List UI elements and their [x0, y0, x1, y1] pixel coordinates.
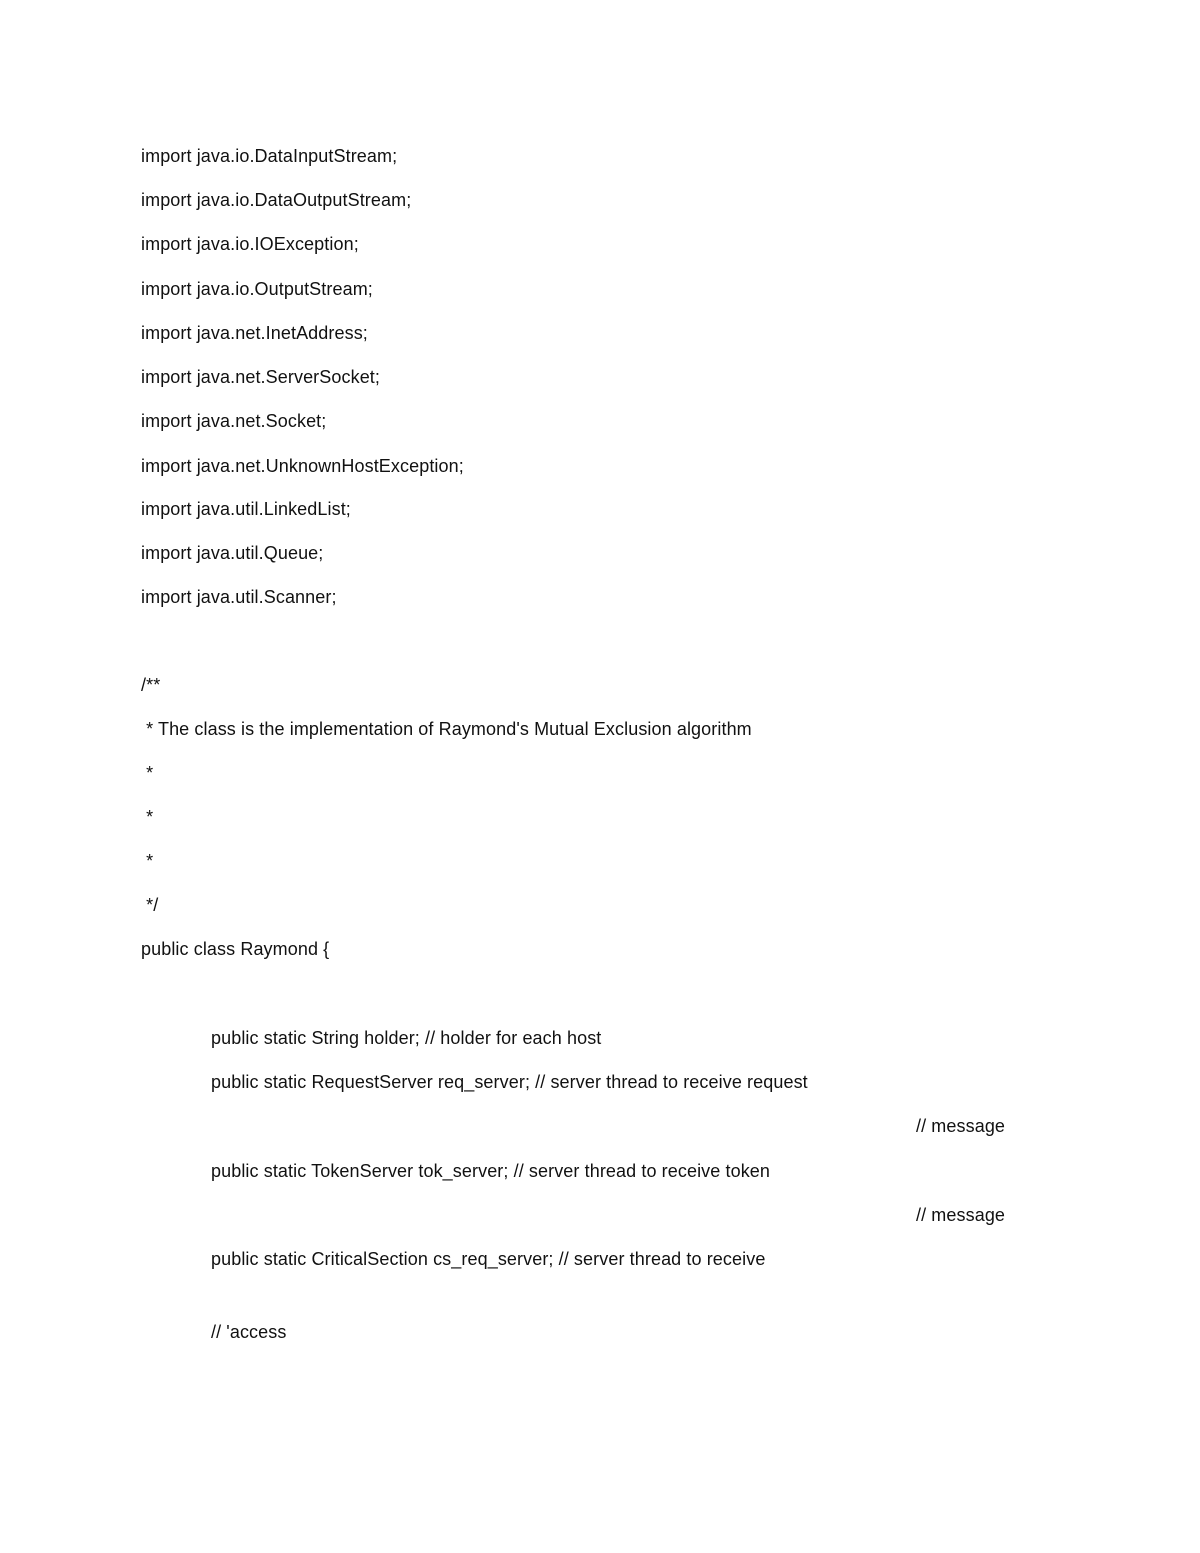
- field-req-server-comment-continuation: // message: [916, 1116, 1006, 1136]
- import-line: import java.net.Socket;: [141, 411, 327, 431]
- import-line: import java.io.DataOutputStream;: [141, 190, 412, 210]
- field-req-server: public static RequestServer req_server; // server thread to receive request: [211, 1072, 808, 1092]
- comment-blank-line: *: [141, 763, 154, 783]
- import-line: import java.net.ServerSocket;: [141, 367, 381, 387]
- comment-open: /**: [141, 675, 161, 695]
- import-line: import java.util.Queue;: [141, 543, 324, 563]
- field-cs-req-server: public static CriticalSection cs_req_server; // server thread to receive: [211, 1249, 766, 1269]
- import-line: import java.io.DataInputStream;: [141, 146, 398, 166]
- field-cs-req-server-comment-continuation: // 'access: [211, 1322, 287, 1342]
- import-line: import java.io.OutputStream;: [141, 279, 373, 299]
- field-tok-server-comment-continuation: // message: [916, 1205, 1006, 1225]
- field-tok-server: public static TokenServer tok_server; // server thread to receive token: [211, 1161, 771, 1181]
- comment-blank-line: *: [141, 807, 154, 827]
- field-holder: public static String holder; // holder for each host: [211, 1028, 602, 1048]
- comment-blank-line: *: [141, 851, 154, 871]
- comment-description: * The class is the implementation of Raymond's Mutual Exclusion algorithm: [141, 719, 752, 739]
- import-line: import java.util.Scanner;: [141, 587, 337, 607]
- import-line: import java.net.InetAddress;: [141, 323, 368, 343]
- import-line: import java.net.UnknownHostException;: [141, 456, 464, 476]
- import-line: import java.util.LinkedList;: [141, 499, 351, 519]
- class-declaration: public class Raymond {: [141, 939, 330, 959]
- import-line: import java.io.IOException;: [141, 234, 359, 254]
- comment-close: */: [141, 895, 159, 915]
